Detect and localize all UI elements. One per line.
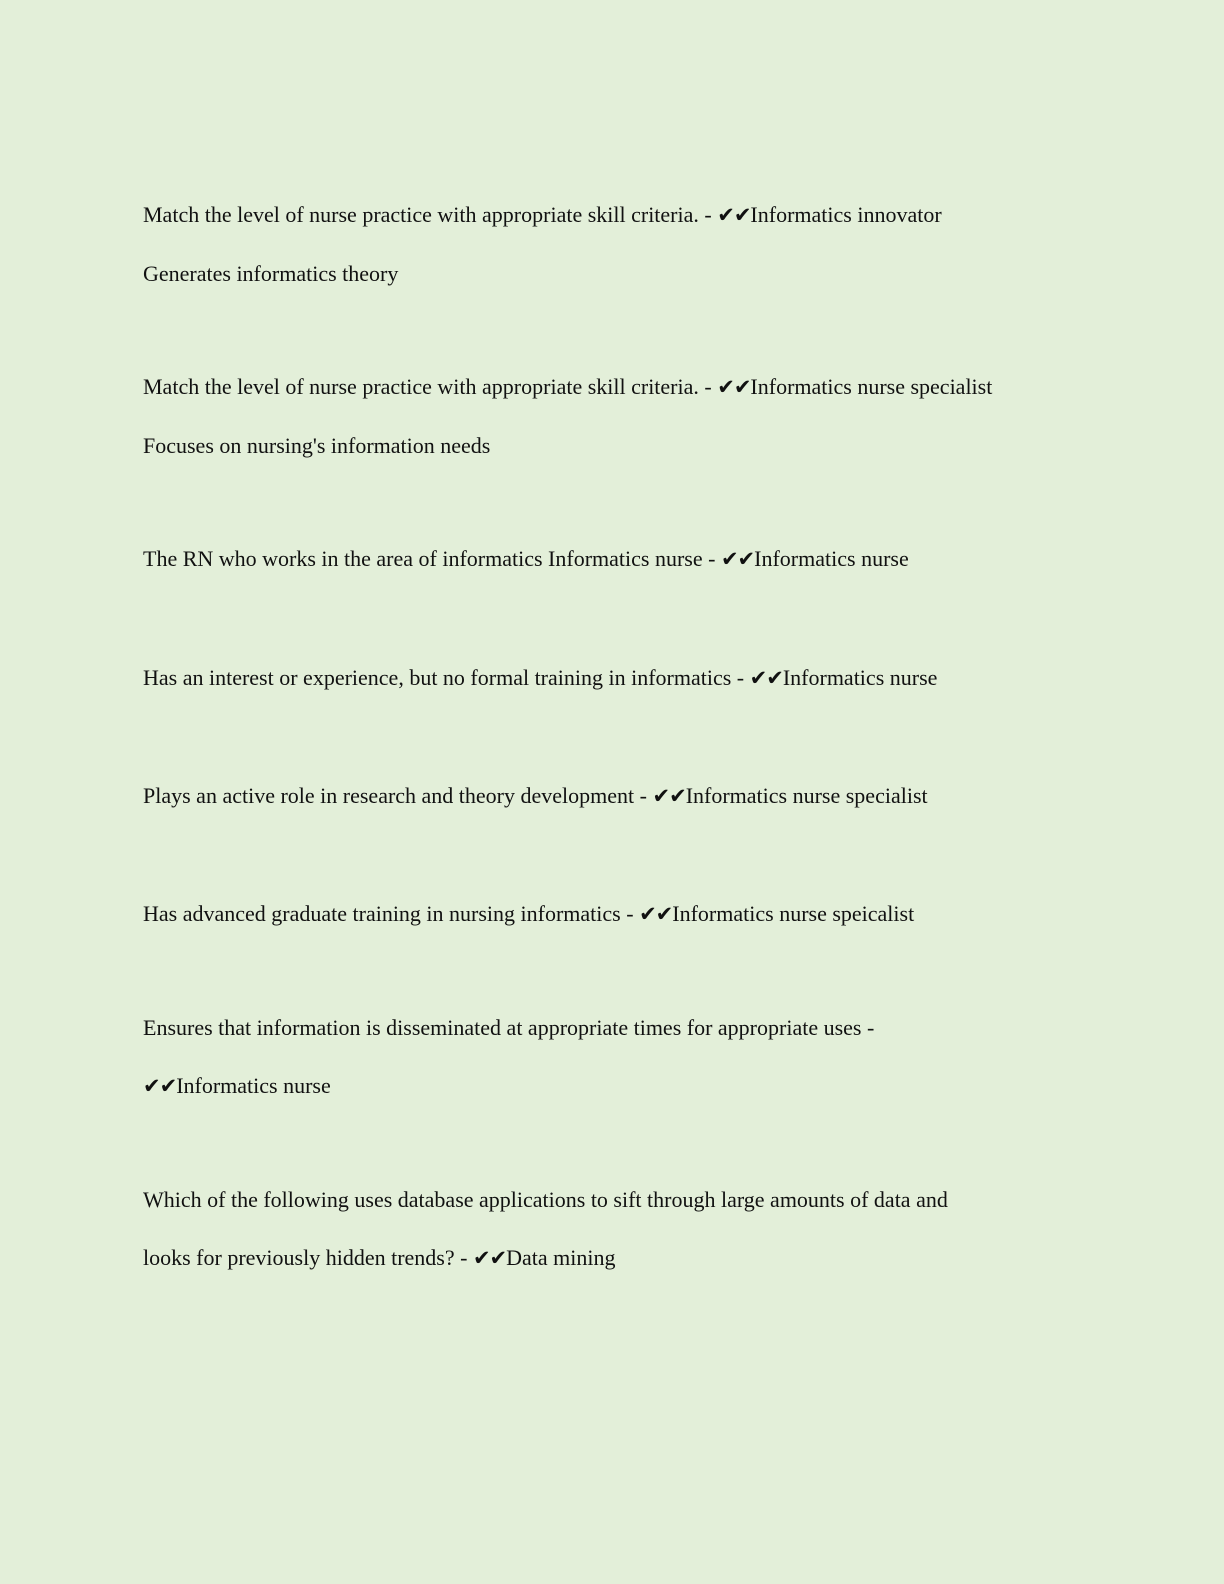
answer-text: Informatics nurse specialist (685, 783, 928, 808)
double-check-icon: ✔✔ (717, 375, 751, 399)
double-check-icon: ✔✔ (143, 1074, 177, 1098)
double-check-icon: ✔✔ (472, 1246, 507, 1270)
qa-item-1-line-2 (143, 259, 398, 289)
answer-text: Data mining (506, 1245, 616, 1270)
question-text: The RN who works in the area of informatics Informatics nurse - (143, 546, 721, 571)
qa-item-1-line-1 (143, 200, 942, 230)
question-text: Ensures that information is disseminated at appropriate times for appropriate uses - (143, 1015, 875, 1040)
double-check-icon: ✔✔ (720, 547, 755, 571)
answer-text: Informatics innovator (750, 202, 942, 227)
qa-item-3 (143, 544, 909, 574)
qa-item-2-line-2 (143, 431, 490, 461)
answer-text: Informatics nurse specialist (750, 374, 993, 399)
qa-item-4 (143, 663, 937, 693)
question-text: Match the level of nurse practice with appropriate skill criteria. - (143, 202, 718, 227)
document-page (143, 0, 1083, 1584)
double-check-icon: ✔✔ (639, 902, 673, 926)
question-text: Which of the following uses database applications to sift through large amounts of data and (143, 1187, 948, 1212)
double-check-icon: ✔✔ (749, 666, 783, 690)
qa-item-7-line-2 (143, 1071, 331, 1101)
answer-continuation: Focuses on nursing's information needs (143, 433, 491, 458)
question-text: Plays an active role in research and theory development - (143, 783, 653, 808)
qa-item-7-line-1 (143, 1013, 874, 1043)
qa-item-8-line-2 (143, 1243, 616, 1273)
question-text: Has advanced graduate training in nursing informatics - (143, 901, 640, 926)
qa-item-6 (143, 899, 914, 929)
double-check-icon: ✔✔ (652, 784, 686, 808)
answer-text: Informatics nurse (754, 546, 909, 571)
answer-text: Informatics nurse (782, 665, 938, 690)
question-text: Match the level of nurse practice with appropriate skill criteria. - (143, 374, 718, 399)
qa-item-8-line-1 (143, 1185, 948, 1215)
double-check-icon: ✔✔ (717, 203, 751, 227)
qa-item-5 (143, 781, 928, 811)
answer-continuation: Generates informatics theory (143, 261, 399, 286)
answer-text: Informatics nurse speicalist (672, 901, 915, 926)
question-text: looks for previously hidden trends? - (143, 1245, 473, 1270)
answer-text: Informatics nurse (176, 1073, 331, 1098)
question-text: Has an interest or experience, but no formal training in informatics - (143, 665, 750, 690)
qa-item-2-line-1 (143, 372, 992, 402)
